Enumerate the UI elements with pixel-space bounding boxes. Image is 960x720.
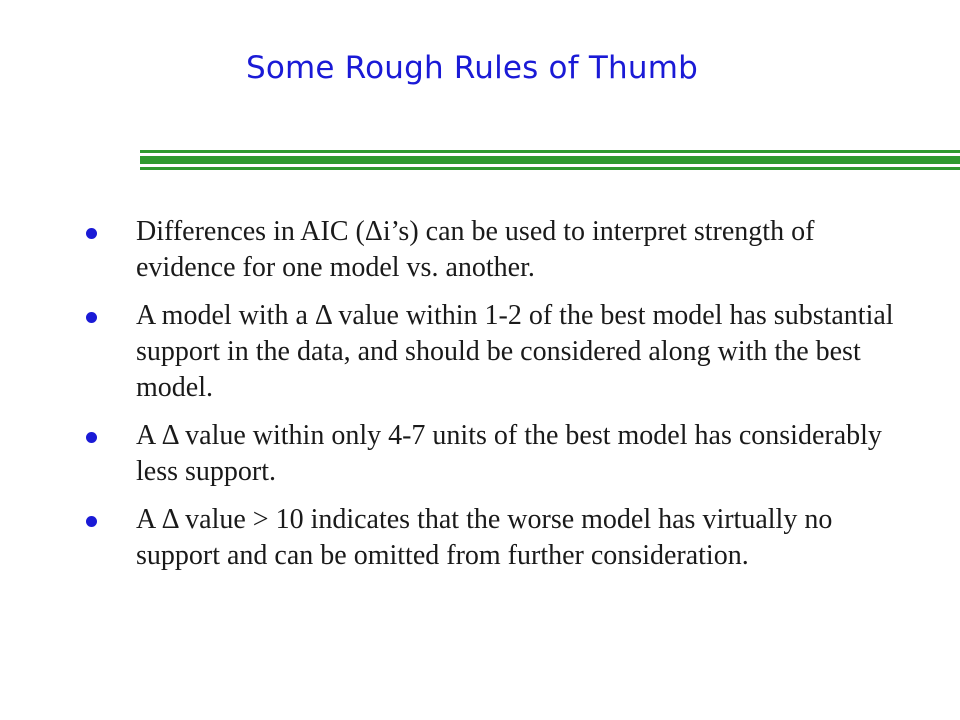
bullet-text: A model with a Δ value within 1-2 of the best model has substantial support in the data, and should be considered along with the best model.: [136, 300, 894, 403]
bullet-item: [0, 298, 960, 406]
title-divider-thick-line: [140, 156, 960, 164]
bullet-dot-icon: [86, 516, 97, 527]
bullet-item: [0, 418, 960, 490]
bullet-text: A Δ value > 10 indicates that the worse model has virtually no support and can be omitted from further consideration.: [136, 504, 833, 571]
slide-title: Some Rough Rules of Thumb: [245, 50, 699, 86]
bullet-list: [0, 214, 960, 586]
bullet-text: A Δ value within only 4-7 units of the best model has considerably less support.: [136, 420, 882, 487]
bullet-item: [0, 214, 960, 286]
bullet-dot-icon: [86, 228, 97, 239]
bullet-item: [0, 502, 960, 574]
bullet-dot-icon: [86, 432, 97, 443]
bullet-text: Differences in AIC (Δi’s) can be used to interpret strength of evidence for one model vs. another.: [136, 216, 815, 283]
title-divider-bottom-line: [140, 167, 960, 170]
bullet-dot-icon: [86, 312, 97, 323]
title-divider-top-line: [140, 150, 960, 153]
